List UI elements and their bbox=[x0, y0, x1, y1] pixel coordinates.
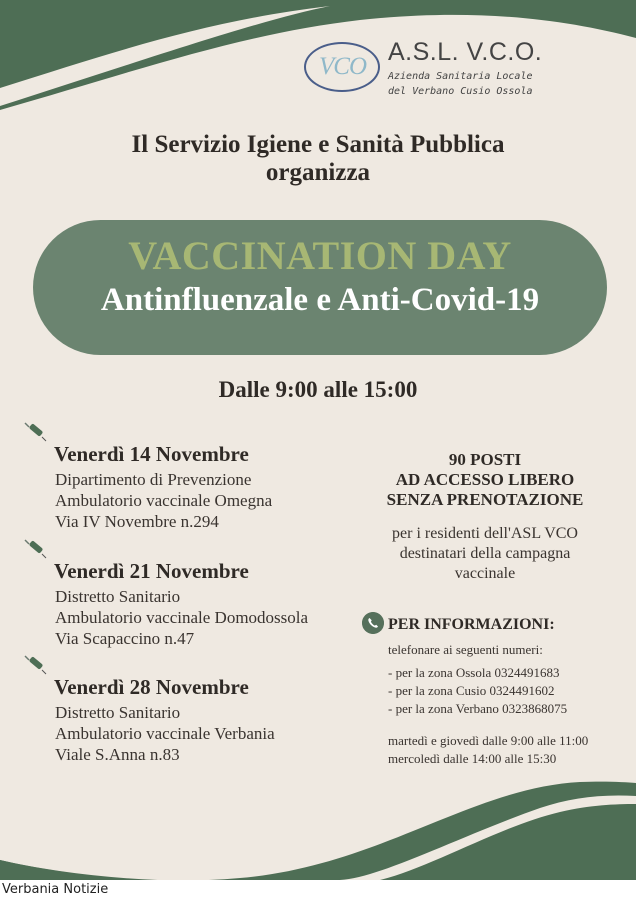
phone-icon bbox=[362, 612, 384, 634]
syringe-icon bbox=[22, 653, 50, 679]
logo-subtitle-line1: Azienda Sanitaria Locale bbox=[388, 71, 533, 82]
event-address: Viale S.Anna n.83 bbox=[55, 745, 180, 764]
access-note-line3: vaccinale bbox=[454, 565, 516, 582]
event-address: Via IV Novembre n.294 bbox=[55, 512, 219, 531]
intro-line2: organizza bbox=[265, 159, 371, 186]
info-title: PER INFORMAZIONI: bbox=[388, 616, 555, 633]
logo-oval-emblem bbox=[304, 42, 380, 92]
event-location: Distretto Sanitario bbox=[55, 587, 181, 606]
schedule-tue-thu: martedì e giovedì dalle 9:00 alle 11:00 bbox=[388, 733, 589, 748]
event-date: Venerdì 14 Novembre bbox=[54, 442, 249, 466]
banner-title: VACCINATION DAY bbox=[128, 233, 512, 278]
event-item bbox=[22, 537, 352, 647]
logo-emblem-text: VCO bbox=[319, 53, 366, 80]
event-clinic: Ambulatorio vaccinale Omegna bbox=[55, 491, 273, 510]
vaccination-day-banner bbox=[33, 220, 607, 355]
access-note-line1: per i residenti dell'ASL VCO bbox=[392, 525, 578, 542]
banner-subtitle: Antinfluenzale e Anti-Covid-19 bbox=[100, 282, 540, 318]
source-caption: Verbania Notizie bbox=[2, 882, 109, 897]
phone-ossola: - per la zona Ossola 0324491683 bbox=[388, 665, 560, 680]
event-date: Venerdì 21 Novembre bbox=[54, 559, 249, 583]
event-clinic: Ambulatorio vaccinale Verbania bbox=[55, 724, 275, 743]
schedule-wed: mercoledì dalle 14:00 alle 15:30 bbox=[388, 751, 557, 766]
syringe-icon bbox=[22, 420, 50, 446]
asl-vco-logo bbox=[304, 38, 544, 108]
access-free: AD ACCESSO LIBERO bbox=[395, 470, 575, 489]
phone-verbano: - per la zona Verbano 0323868075 bbox=[388, 701, 568, 716]
info-intro: telefonare ai seguenti numeri: bbox=[388, 642, 543, 657]
syringe-icon bbox=[22, 537, 50, 563]
event-location: Dipartimento di Prevenzione bbox=[55, 470, 252, 489]
event-date: Venerdì 28 Novembre bbox=[54, 675, 249, 699]
logo-title: A.S.L. V.C.O. bbox=[388, 38, 543, 66]
intro-line1: Il Servizio Igiene e Sanità Pubblica bbox=[131, 131, 505, 158]
access-note-line2: destinatari della campagna bbox=[399, 545, 571, 562]
access-seats: 90 POSTI bbox=[448, 450, 522, 469]
logo-subtitle-line2: del Verbano Cusio Ossola bbox=[388, 86, 533, 97]
event-address: Via Scapaccino n.47 bbox=[55, 629, 195, 648]
phone-cusio: - per la zona Cusio 0324491602 bbox=[388, 683, 555, 698]
access-no-booking: SENZA PRENOTAZIONE bbox=[386, 490, 584, 509]
bottom-wave-decoration bbox=[0, 778, 636, 880]
event-item bbox=[22, 653, 352, 763]
event-clinic: Ambulatorio vaccinale Domodossola bbox=[55, 608, 309, 627]
event-location: Distretto Sanitario bbox=[55, 703, 181, 722]
event-item bbox=[22, 420, 352, 530]
opening-hours: Dalle 9:00 alle 15:00 bbox=[218, 377, 418, 402]
